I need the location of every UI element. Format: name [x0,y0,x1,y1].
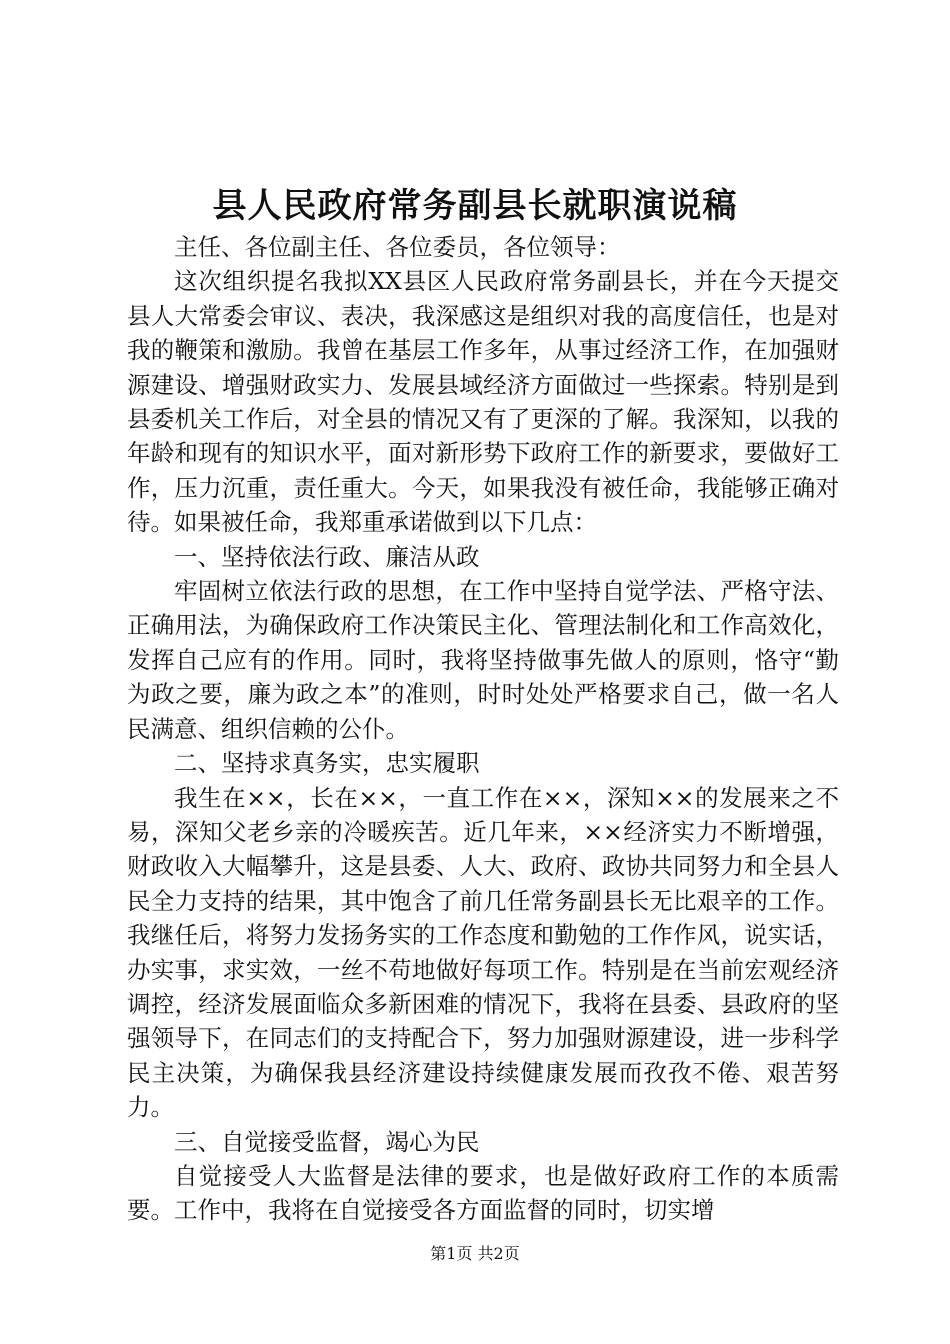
body-paragraph: 我生在××，长在××，一直工作在××，深知××的发展来之不易，深知父老乡亲的冷暖疾苦。近几年来，××经济实力不断增强，财政收入大幅攀升，这是县委、人大、政府、政协共同努力和全县人民全力支持的结果，其中饱含了前几任常务副县长无比艰辛的工作。我继任后，将努力发扬务实的工作态度和勤勉的工作作风，说实话，办实事，求实效，一丝不苟地做好每项工作。特别是在当前宏观经济调控，经济发展面临众多新困难的情况下，我将在县委、县政府的坚强领导下，在同志们的支持配合下，努力加强财源建设，进一步科学民主决策，为确保我县经济建设持续健康发展而孜孜不倦、艰苦努力。 [127,783,839,1122]
salutation-paragraph: 主任、各位副主任、各位委员，各位领导： [174,233,621,261]
document-title: 县人民政府常务副县长就职演说稿 [212,186,738,226]
body-paragraph: 牢固树立依法行政的思想，在工作中坚持自觉学法、严格守法、正确用法，为确保政府工作决策民主化、管理法制化和工作高效化，发挥自己应有的作用。同时，我将坚持做事先做人的原则，恪守“勤为政之要，廉为政之本”的准则，时时处处严格要求自己，做一名人民满意、组织信赖的公仆。 [127,577,839,743]
section-heading: 二、坚持求真务实，忠实履职 [174,749,480,778]
body-paragraph: 这次组织提名我拟XX县区人民政府常务副县长，并在今天提交县人大常委会审议、表决，我深感这是组织对我的高度信任，也是对我的鞭策和激励。我曾在基层工作多年，从事过经济工作，在加强财源建设、增强财政实力、发展县域经济方面做过一些探索。特别是到县委机关工作后，对全县的情况又有了更深的了解。我深知，以我的年龄和现有的知识水平，面对新形势下政府工作的新要求，要做好工作，压力沉重，责任重大。今天，如果我没有被任命，我能够正确对待。如果被任命，我郑重承诺做到以下几点： [127,267,839,537]
body-paragraph: 自觉接受人大监督是法律的要求，也是做好政府工作的本质需要。工作中，我将在自觉接受各方面监督的同时，切实增 [127,1161,839,1225]
page-number-footer: 第1页 共2页 [430,1244,520,1263]
document-body [127,230,839,1228]
section-heading: 一、坚持依法行政、廉洁从政 [174,542,480,571]
section-heading: 三、自觉接受监督，竭心为民 [174,1127,480,1156]
